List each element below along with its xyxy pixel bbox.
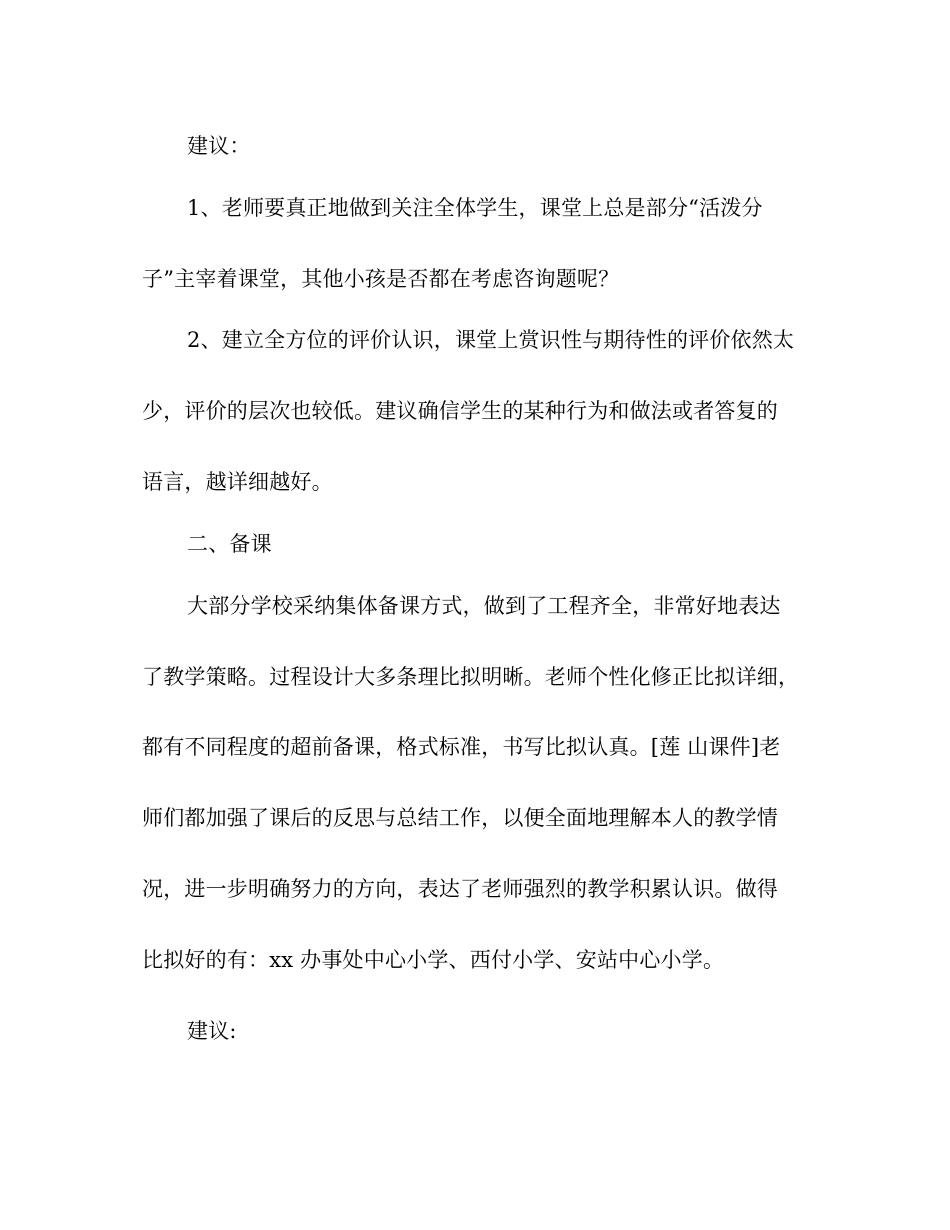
paragraph-line: 了教学策略。过程设计大多条理比拟明晰。老师个性化修正比拟详细， — [142, 665, 800, 689]
paragraph-line: 子”主宰着课堂，其他小孩是否都在考虑咨询题呢？ — [142, 267, 620, 291]
heading-suggestions-1: 建议： — [187, 134, 251, 158]
section-heading-lesson-prep: 二、备课 — [187, 532, 272, 556]
paragraph-line: 大部分学校采纳集体备课方式，做到了工程齐全，非常好地表达 — [187, 594, 781, 618]
paragraph-line: 比拟好的有：xx 办事处中心小学、西付小学、安站中心小学。 — [142, 948, 725, 972]
paragraph-line: 况，进一步明确努力的方向，表达了老师强烈的教学积累认识。做得 — [142, 877, 778, 901]
heading-suggestions-2: 建议: — [187, 1019, 237, 1043]
paragraph-line: 语言，越详细越好。 — [142, 470, 333, 494]
paragraph-line: 少，评价的层次也较低。建议确信学生的某种行为和做法或者答复的 — [142, 399, 778, 423]
paragraph-line: 2、建立全方位的评价认识，课堂上赏识性与期待性的评价依然太 — [187, 328, 795, 352]
paragraph-line: 1、老师要真正地做到关注全体学生，课堂上总是部分“活泼分 — [187, 196, 763, 220]
paragraph-line: 师们都加强了课后的反思与总结工作，以便全面地理解本人的教学情 — [142, 806, 778, 830]
paragraph-line: 都有不同程度的超前备课，格式标准，书写比拟认真。[莲 山课件]老 — [142, 735, 781, 759]
